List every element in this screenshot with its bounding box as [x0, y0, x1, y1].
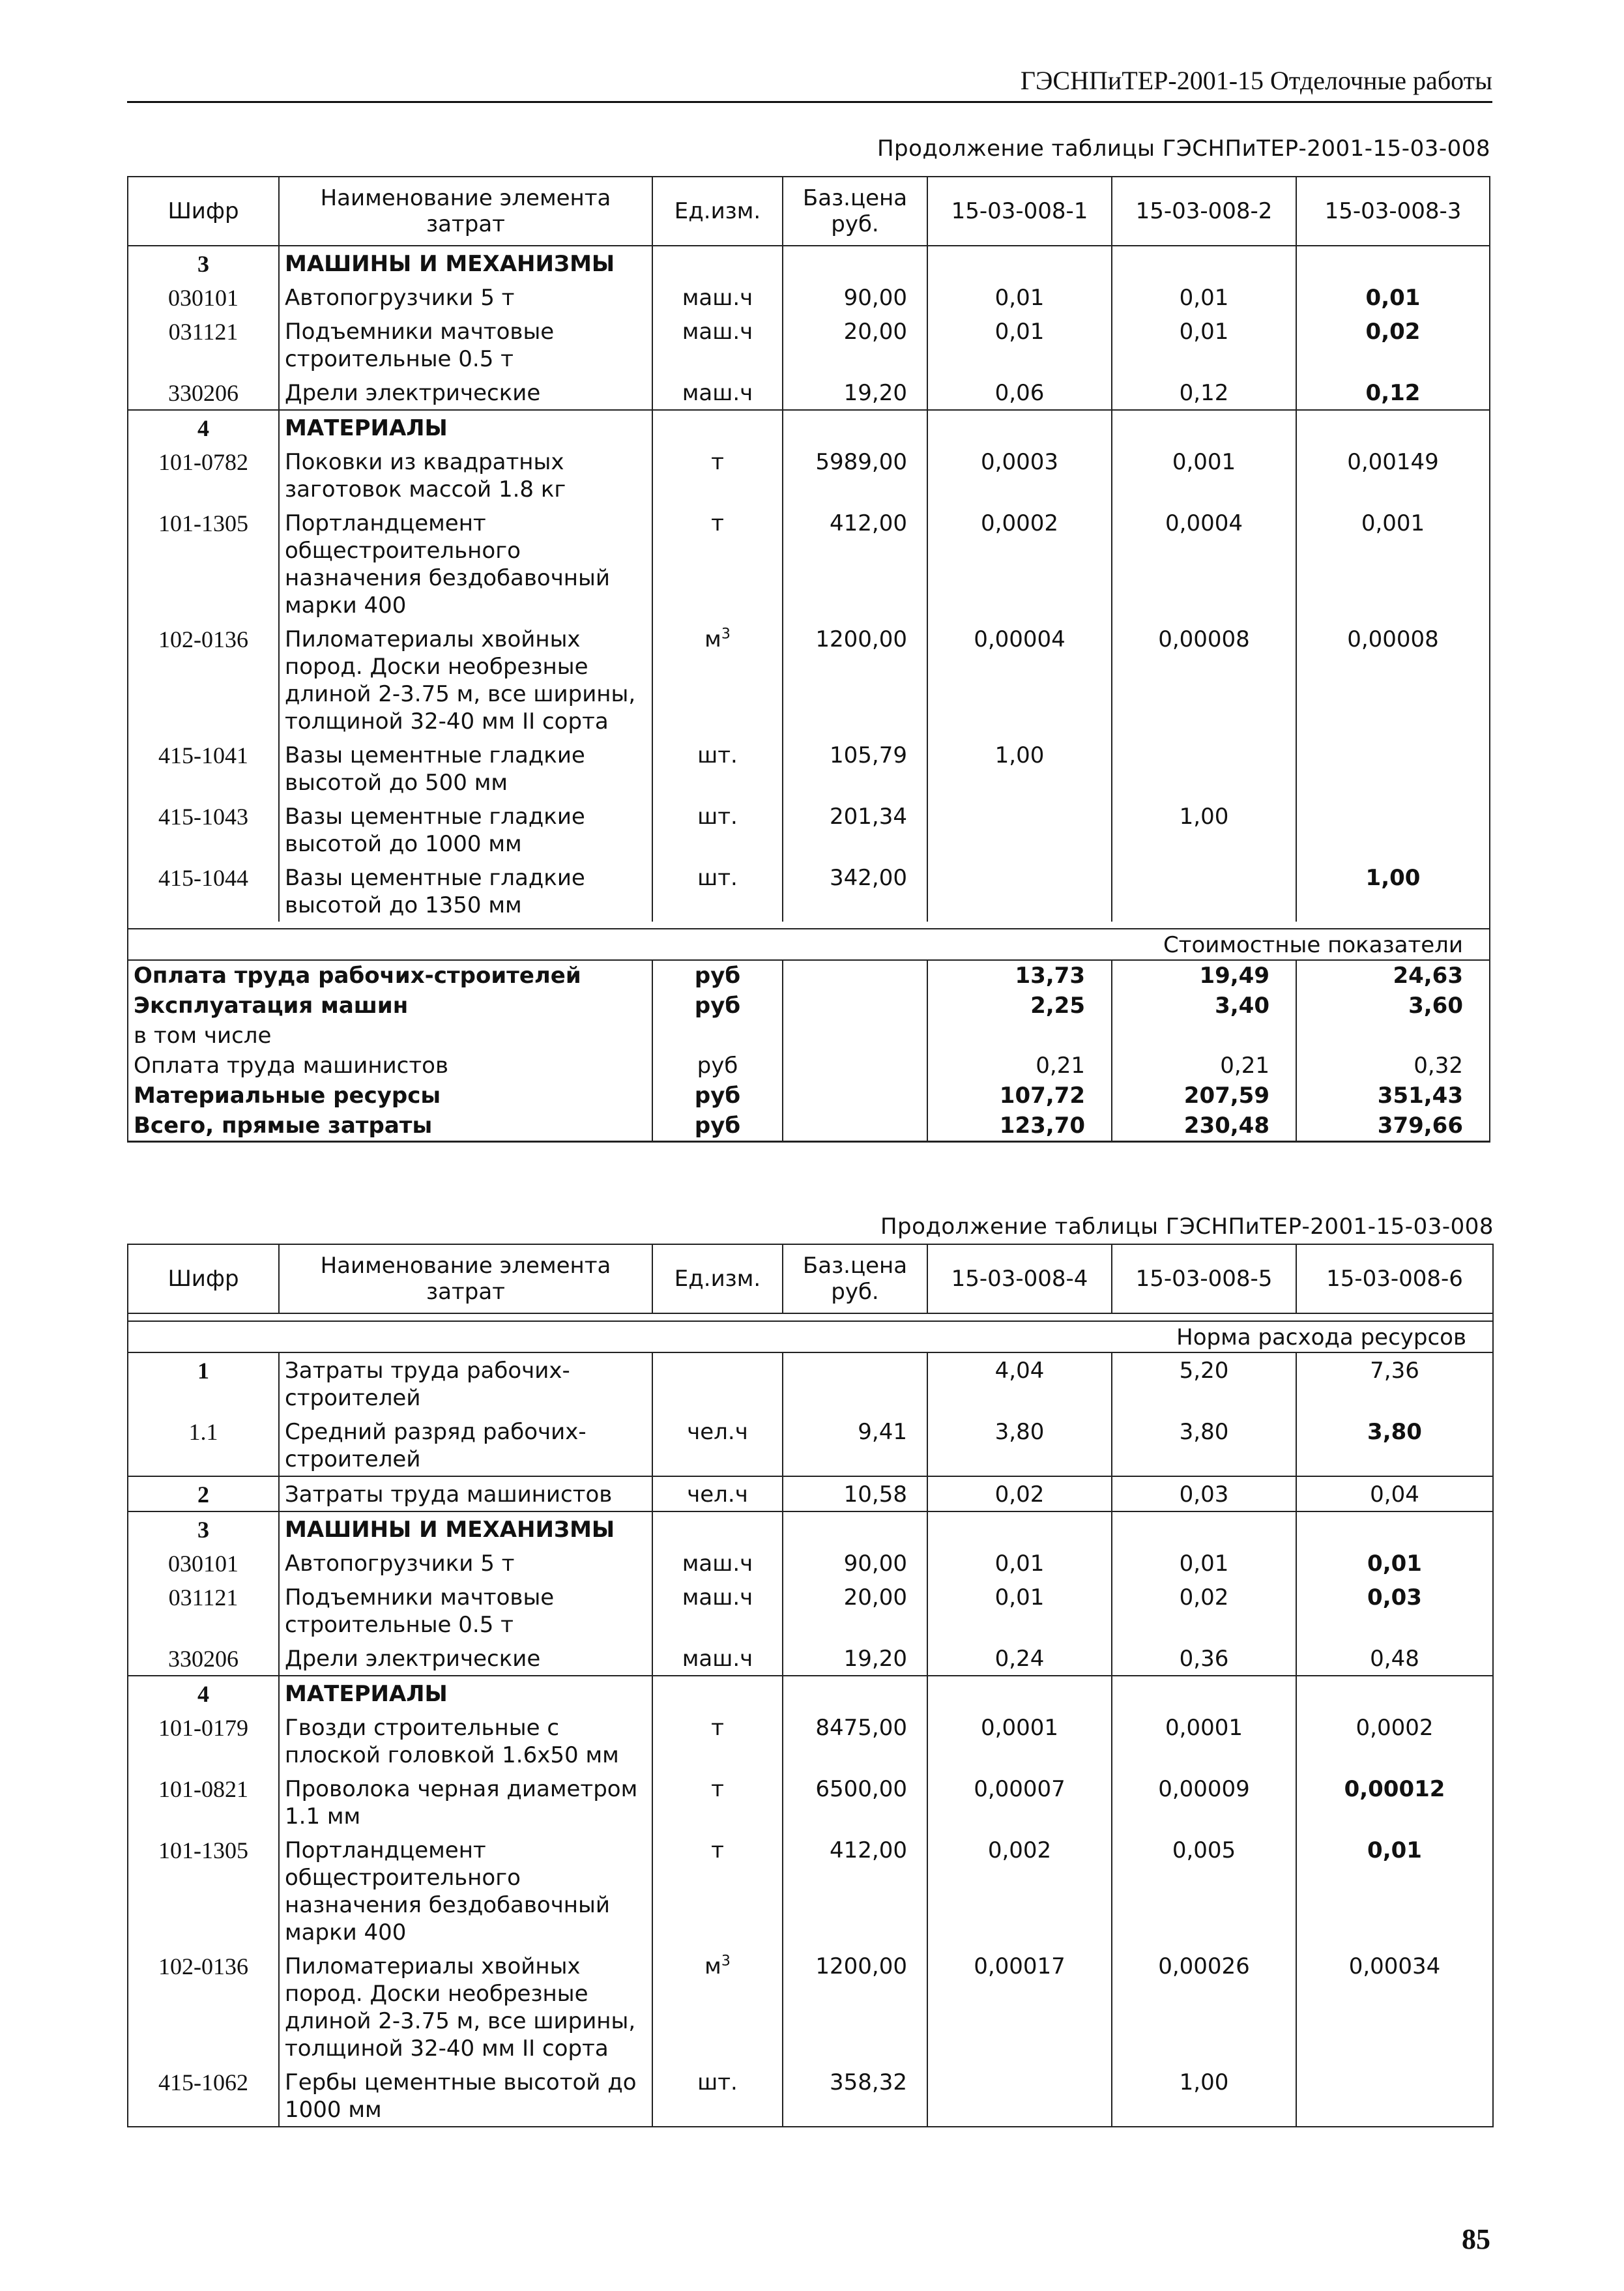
cell-unit: маш.ч: [652, 314, 783, 375]
cell-norm-1: [927, 799, 1112, 860]
cell-name: Вазы цементные гладкие высотой до 1350 мм: [279, 860, 652, 922]
cell-price: 90,00: [783, 1546, 927, 1580]
cell-empty: [783, 1511, 927, 1546]
cell-unit: шт.: [652, 2065, 783, 2127]
spacer-row: [128, 1313, 1493, 1321]
cell-name: Подъемники мачтовые строительные 0.5 т: [279, 314, 652, 375]
section-row: [128, 1676, 1493, 1710]
cost-empty: [783, 1051, 927, 1081]
cost-label: в том числе: [128, 1021, 652, 1051]
cell-norm-3: 0,00008: [1296, 622, 1490, 738]
table-body: [128, 246, 1490, 1142]
cell-price: 10,58: [783, 1476, 927, 1511]
cost-value-2: 230,48: [1112, 1111, 1296, 1142]
cell-code: 031121: [128, 314, 279, 375]
cell-code: 030101: [128, 1546, 279, 1580]
cost-row: [128, 1081, 1490, 1111]
cost-unit: руб: [652, 1111, 783, 1142]
col-header-code: Шифр: [128, 177, 279, 246]
cell-empty: [1112, 1676, 1296, 1710]
cell-price: [783, 1352, 927, 1414]
cell-price: 412,00: [783, 506, 927, 622]
cell-code: 3: [128, 246, 279, 280]
cost-empty: [783, 991, 927, 1021]
cell-norm-1: 0,01: [927, 314, 1112, 375]
cell-price: 105,79: [783, 738, 927, 799]
superscript-3: 3: [721, 1953, 731, 1970]
col-header-norm: 15-03-008-1: [927, 177, 1112, 246]
cell-unit: т: [652, 506, 783, 622]
cell-code: 330206: [128, 375, 279, 410]
cell-norm-3: 0,001: [1296, 506, 1490, 622]
cell-norm-3: 3,80: [1296, 1414, 1493, 1476]
table-row: [128, 1710, 1493, 1772]
cell-empty: [1296, 1676, 1493, 1710]
table-row: [128, 1949, 1493, 2065]
cell-price: 20,00: [783, 314, 927, 375]
cell-unit: маш.ч: [652, 1546, 783, 1580]
cost-unit: руб: [652, 1051, 783, 1081]
cost-unit: руб: [652, 991, 783, 1021]
cell-code: 101-1305: [128, 1833, 279, 1949]
cost-unit: [652, 1021, 783, 1051]
cost-value-3: 24,63: [1296, 960, 1490, 991]
table-row: [128, 1641, 1493, 1676]
cost-value-3: 3,60: [1296, 991, 1490, 1021]
cost-row: [128, 1021, 1490, 1051]
cell-norm-1: 0,02: [927, 1476, 1112, 1511]
header-rule: [127, 101, 1492, 103]
cell-norm-3: 0,00034: [1296, 1949, 1493, 2065]
cell-unit: маш.ч: [652, 375, 783, 410]
cell-unit: [652, 1352, 783, 1414]
cell-name: Портландцемент общестроительного назначения бездобавочный марки 400: [279, 1833, 652, 1949]
cell-norm-3: 7,36: [1296, 1352, 1493, 1414]
cell-code: 030101: [128, 280, 279, 314]
cell-unit: шт.: [652, 799, 783, 860]
table-row: [128, 506, 1490, 622]
cell-empty: [1112, 1511, 1296, 1546]
cell-norm-1: 1,00: [927, 738, 1112, 799]
cell-empty: [1296, 246, 1490, 280]
cell-norm-1: 0,0001: [927, 1710, 1112, 1772]
cost-row: [128, 960, 1490, 991]
cost-empty: [783, 1021, 927, 1051]
cell-name: Затраты труда машинистов: [279, 1476, 652, 1511]
cell-price: 6500,00: [783, 1772, 927, 1833]
cell-name: МАШИНЫ И МЕХАНИЗМЫ: [279, 1511, 652, 1546]
cell-norm-2: 0,00026: [1112, 1949, 1296, 2065]
cell-code: 415-1043: [128, 799, 279, 860]
cell-price: 19,20: [783, 1641, 927, 1676]
cell-name: Вазы цементные гладкие высотой до 500 мм: [279, 738, 652, 799]
cell-code: 102-0136: [128, 622, 279, 738]
table-caption: Продолжение таблицы ГЭСНПиТЕР-2001-15-03-008: [877, 136, 1490, 162]
cell-norm-2: 5,20: [1112, 1352, 1296, 1414]
cell-name: Дрели электрические: [279, 375, 652, 410]
col-header-norm: 15-03-008-2: [1112, 177, 1296, 246]
cell-norm-1: 0,0003: [927, 445, 1112, 506]
cell-norm-1: 0,00017: [927, 1949, 1112, 2065]
cost-value-3: 351,43: [1296, 1081, 1490, 1111]
cell-name: Автопогрузчики 5 т: [279, 280, 652, 314]
cell-norm-2: 3,80: [1112, 1414, 1296, 1476]
cell-code: 2: [128, 1476, 279, 1511]
cell-price: 9,41: [783, 1414, 927, 1476]
cell-norm-2: 1,00: [1112, 799, 1296, 860]
cell-norm-2: 1,00: [1112, 2065, 1296, 2127]
cell-name: Проволока черная диаметром 1.1 мм: [279, 1772, 652, 1833]
cell-norm-3: 1,00: [1296, 860, 1490, 922]
cell-code: 1.1: [128, 1414, 279, 1476]
cost-value-2: 3,40: [1112, 991, 1296, 1021]
cost-row: [128, 1051, 1490, 1081]
cost-value-3: [1296, 1021, 1490, 1051]
cell-empty: [783, 410, 927, 445]
cell-unit: т: [652, 445, 783, 506]
cell-unit: маш.ч: [652, 280, 783, 314]
cell-empty: [927, 410, 1112, 445]
section-row: [128, 410, 1490, 445]
table-row: [128, 1414, 1493, 1476]
cell-code: 101-0179: [128, 1710, 279, 1772]
cost-value-2: 0,21: [1112, 1051, 1296, 1081]
table-row: [128, 1833, 1493, 1949]
superscript-3: 3: [721, 626, 731, 643]
cell-norm-1: 0,06: [927, 375, 1112, 410]
cell-unit: шт.: [652, 860, 783, 922]
cell-empty: [927, 1511, 1112, 1546]
cost-value-1: 2,25: [927, 991, 1112, 1021]
spacer-row: [128, 922, 1490, 929]
table-row: [128, 860, 1490, 922]
cell-norm-2: 0,36: [1112, 1641, 1296, 1676]
resource-table-2: [127, 1244, 1494, 2127]
cell-norm-1: 3,80: [927, 1414, 1112, 1476]
cell-price: 1200,00: [783, 622, 927, 738]
table-row: [128, 314, 1490, 375]
cell-empty: [1296, 1511, 1493, 1546]
cell-norm-1: 4,04: [927, 1352, 1112, 1414]
cell-price: 5989,00: [783, 445, 927, 506]
cell-norm-2: 0,01: [1112, 314, 1296, 375]
cell-empty: [652, 410, 783, 445]
cell-name: Гербы цементные высотой до 1000 мм: [279, 2065, 652, 2127]
cell-norm-3: 0,0002: [1296, 1710, 1493, 1772]
cell-unit: маш.ч: [652, 1641, 783, 1676]
col-header-norm: 15-03-008-5: [1112, 1244, 1296, 1313]
cell-unit: т: [652, 1833, 783, 1949]
cost-value-1: 13,73: [927, 960, 1112, 991]
cell-name: МАТЕРИАЛЫ: [279, 410, 652, 445]
resource-table-1: [127, 176, 1490, 1143]
cell-empty: [783, 1676, 927, 1710]
cell-price: 8475,00: [783, 1710, 927, 1772]
cost-value-3: 379,66: [1296, 1111, 1490, 1142]
cell-code: 3: [128, 1511, 279, 1546]
cost-value-1: 0,21: [927, 1051, 1112, 1081]
cell-norm-3: 0,04: [1296, 1476, 1493, 1511]
cell-empty: [783, 246, 927, 280]
cell-norm-2: [1112, 860, 1296, 922]
cell-name: Пиломатериалы хвойных пород. Доски необрезные длиной 2-3.75 м, все ширины, толщиной 32-40 мм II сорта: [279, 1949, 652, 2065]
cell-empty: [1112, 410, 1296, 445]
cost-empty: [783, 1081, 927, 1111]
cell-norm-1: [927, 860, 1112, 922]
cell-norm-2: 0,0004: [1112, 506, 1296, 622]
cell-name: МАШИНЫ И МЕХАНИЗМЫ: [279, 246, 652, 280]
cell-code: 101-1305: [128, 506, 279, 622]
cost-unit: руб: [652, 960, 783, 991]
cost-value-1: [927, 1021, 1112, 1051]
cost-value-1: 107,72: [927, 1081, 1112, 1111]
cost-value-3: 0,32: [1296, 1051, 1490, 1081]
cell-code: 101-0821: [128, 1772, 279, 1833]
col-header-name: Наименование элемента затрат: [279, 177, 652, 246]
cell-norm-1: 0,24: [927, 1641, 1112, 1676]
cell-price: 342,00: [783, 860, 927, 922]
cell-norm-2: 0,00009: [1112, 1772, 1296, 1833]
cell-empty: [652, 1676, 783, 1710]
cell-code: 1: [128, 1352, 279, 1414]
spacer-cell: [128, 922, 1490, 929]
cell-norm-1: 0,00004: [927, 622, 1112, 738]
cell-norm-1: 0,00007: [927, 1772, 1112, 1833]
cell-unit: чел.ч: [652, 1476, 783, 1511]
table-body: [128, 1313, 1493, 2127]
cell-norm-1: [927, 2065, 1112, 2127]
col-header-norm: 15-03-008-6: [1296, 1244, 1493, 1313]
cell-norm-3: [1296, 799, 1490, 860]
band-label: Стоимостные показатели: [128, 929, 1490, 960]
cell-unit: $м^3$: [652, 1949, 783, 2065]
table-caption: Продолжение таблицы ГЭСНПиТЕР-2001-15-03-008: [880, 1214, 1494, 1240]
cell-price: 412,00: [783, 1833, 927, 1949]
cell-name: Пиломатериалы хвойных пород. Доски необрезные длиной 2-3.75 м, все ширины, толщиной 32-40 мм II сорта: [279, 622, 652, 738]
table-row: [128, 375, 1490, 410]
cell-norm-3: 0,00012: [1296, 1772, 1493, 1833]
table-row: [128, 799, 1490, 860]
cell-norm-3: 0,03: [1296, 1580, 1493, 1641]
cost-label: Эксплуатация машин: [128, 991, 652, 1021]
cell-norm-2: 0,12: [1112, 375, 1296, 410]
col-header-unit: Ед.изм.: [652, 177, 783, 246]
cell-norm-2: 0,03: [1112, 1476, 1296, 1511]
cost-label: Материальные ресурсы: [128, 1081, 652, 1111]
table-header-row: [128, 1244, 1493, 1313]
cell-norm-2: 0,01: [1112, 1546, 1296, 1580]
cell-norm-1: 0,01: [927, 280, 1112, 314]
col-header-code: Шифр: [128, 1244, 279, 1313]
cell-unit: чел.ч: [652, 1414, 783, 1476]
cell-norm-3: 0,01: [1296, 280, 1490, 314]
cell-norm-3: [1296, 738, 1490, 799]
cell-norm-1: 0,01: [927, 1580, 1112, 1641]
cost-value-2: 19,49: [1112, 960, 1296, 991]
cell-norm-1: 0,0002: [927, 506, 1112, 622]
band-label: Норма расхода ресурсов: [128, 1321, 1493, 1352]
cost-value-1: 123,70: [927, 1111, 1112, 1142]
cell-name: Дрели электрические: [279, 1641, 652, 1676]
cell-empty: [1296, 410, 1490, 445]
cell-code: 101-0782: [128, 445, 279, 506]
table-row: [128, 622, 1490, 738]
cell-norm-1: 0,002: [927, 1833, 1112, 1949]
cell-price: 19,20: [783, 375, 927, 410]
cell-norm-3: [1296, 2065, 1493, 2127]
col-header-price: Баз.цена руб.: [783, 1244, 927, 1313]
cell-name: Средний разряд рабочих-строителей: [279, 1414, 652, 1476]
cell-norm-2: 0,02: [1112, 1580, 1296, 1641]
cell-empty: [652, 1511, 783, 1546]
cost-label: Оплата труда рабочих-строителей: [128, 960, 652, 991]
col-header-norm: 15-03-008-4: [927, 1244, 1112, 1313]
table-row: [128, 280, 1490, 314]
cell-code: 415-1044: [128, 860, 279, 922]
cell-name: Вазы цементные гладкие высотой до 1000 мм: [279, 799, 652, 860]
cell-empty: [927, 246, 1112, 280]
section-row: [128, 1511, 1493, 1546]
cell-unit: т: [652, 1710, 783, 1772]
cell-norm-3: 0,00149: [1296, 445, 1490, 506]
col-header-price: Баз.цена руб.: [783, 177, 927, 246]
table-row: [128, 1476, 1493, 1511]
cost-row: [128, 991, 1490, 1021]
spacer-cell: [128, 1313, 1493, 1321]
cell-unit: т: [652, 1772, 783, 1833]
cell-code: 4: [128, 410, 279, 445]
cell-price: 90,00: [783, 280, 927, 314]
cell-unit: $м^3$: [652, 622, 783, 738]
cost-label: Всего, прямые затраты: [128, 1111, 652, 1142]
band-row: [128, 929, 1490, 960]
table-row: [128, 1580, 1493, 1641]
cost-unit: руб: [652, 1081, 783, 1111]
table-header-row: [128, 177, 1490, 246]
cell-norm-2: 0,0001: [1112, 1710, 1296, 1772]
cell-price: 1200,00: [783, 1949, 927, 2065]
table-row: [128, 1546, 1493, 1580]
cell-name: Подъемники мачтовые строительные 0.5 т: [279, 1580, 652, 1641]
cost-value-2: [1112, 1021, 1296, 1051]
table-row: [128, 445, 1490, 506]
col-header-norm: 15-03-008-3: [1296, 177, 1490, 246]
cell-price: 20,00: [783, 1580, 927, 1641]
cell-empty: [927, 1676, 1112, 1710]
section-row: [128, 246, 1490, 280]
cell-empty: [1112, 246, 1296, 280]
cell-unit: маш.ч: [652, 1580, 783, 1641]
cell-name: МАТЕРИАЛЫ: [279, 1676, 652, 1710]
band-row: [128, 1321, 1493, 1352]
cell-name: Гвозди строительные с плоской головкой 1.6х50 мм: [279, 1710, 652, 1772]
cell-code: 415-1041: [128, 738, 279, 799]
cell-code: 415-1062: [128, 2065, 279, 2127]
cell-norm-3: 0,12: [1296, 375, 1490, 410]
cell-norm-2: 0,01: [1112, 280, 1296, 314]
cell-norm-2: 0,001: [1112, 445, 1296, 506]
cell-norm-3: 0,02: [1296, 314, 1490, 375]
col-header-unit: Ед.изм.: [652, 1244, 783, 1313]
cost-row: [128, 1111, 1490, 1142]
cell-norm-2: 0,00008: [1112, 622, 1296, 738]
cost-empty: [783, 1111, 927, 1142]
cell-code: 102-0136: [128, 1949, 279, 2065]
cell-norm-3: 0,48: [1296, 1641, 1493, 1676]
cell-price: 201,34: [783, 799, 927, 860]
cell-norm-2: [1112, 738, 1296, 799]
cell-name: Затраты труда рабочих-строителей: [279, 1352, 652, 1414]
cell-norm-2: 0,005: [1112, 1833, 1296, 1949]
table-row: [128, 738, 1490, 799]
cell-norm-1: 0,01: [927, 1546, 1112, 1580]
cell-unit: шт.: [652, 738, 783, 799]
cell-name: Поковки из квадратных заготовок массой 1.8 кг: [279, 445, 652, 506]
cell-code: 330206: [128, 1641, 279, 1676]
cell-code: 4: [128, 1676, 279, 1710]
cell-price: 358,32: [783, 2065, 927, 2127]
table-row: [128, 1772, 1493, 1833]
cell-norm-3: 0,01: [1296, 1546, 1493, 1580]
cell-code: 031121: [128, 1580, 279, 1641]
cell-empty: [652, 246, 783, 280]
cost-value-2: 207,59: [1112, 1081, 1296, 1111]
col-header-name: Наименование элемента затрат: [279, 1244, 652, 1313]
page-number: 85: [1462, 2223, 1490, 2255]
cost-empty: [783, 960, 927, 991]
table-row: [128, 1352, 1493, 1414]
cell-name: Портландцемент общестроительного назначения бездобавочный марки 400: [279, 506, 652, 622]
cell-norm-3: 0,01: [1296, 1833, 1493, 1949]
cell-name: Автопогрузчики 5 т: [279, 1546, 652, 1580]
table-row: [128, 2065, 1493, 2127]
cost-label: Оплата труда машинистов: [128, 1051, 652, 1081]
running-head: ГЭСНПиТЕР-2001-15 Отделочные работы: [1020, 66, 1492, 95]
